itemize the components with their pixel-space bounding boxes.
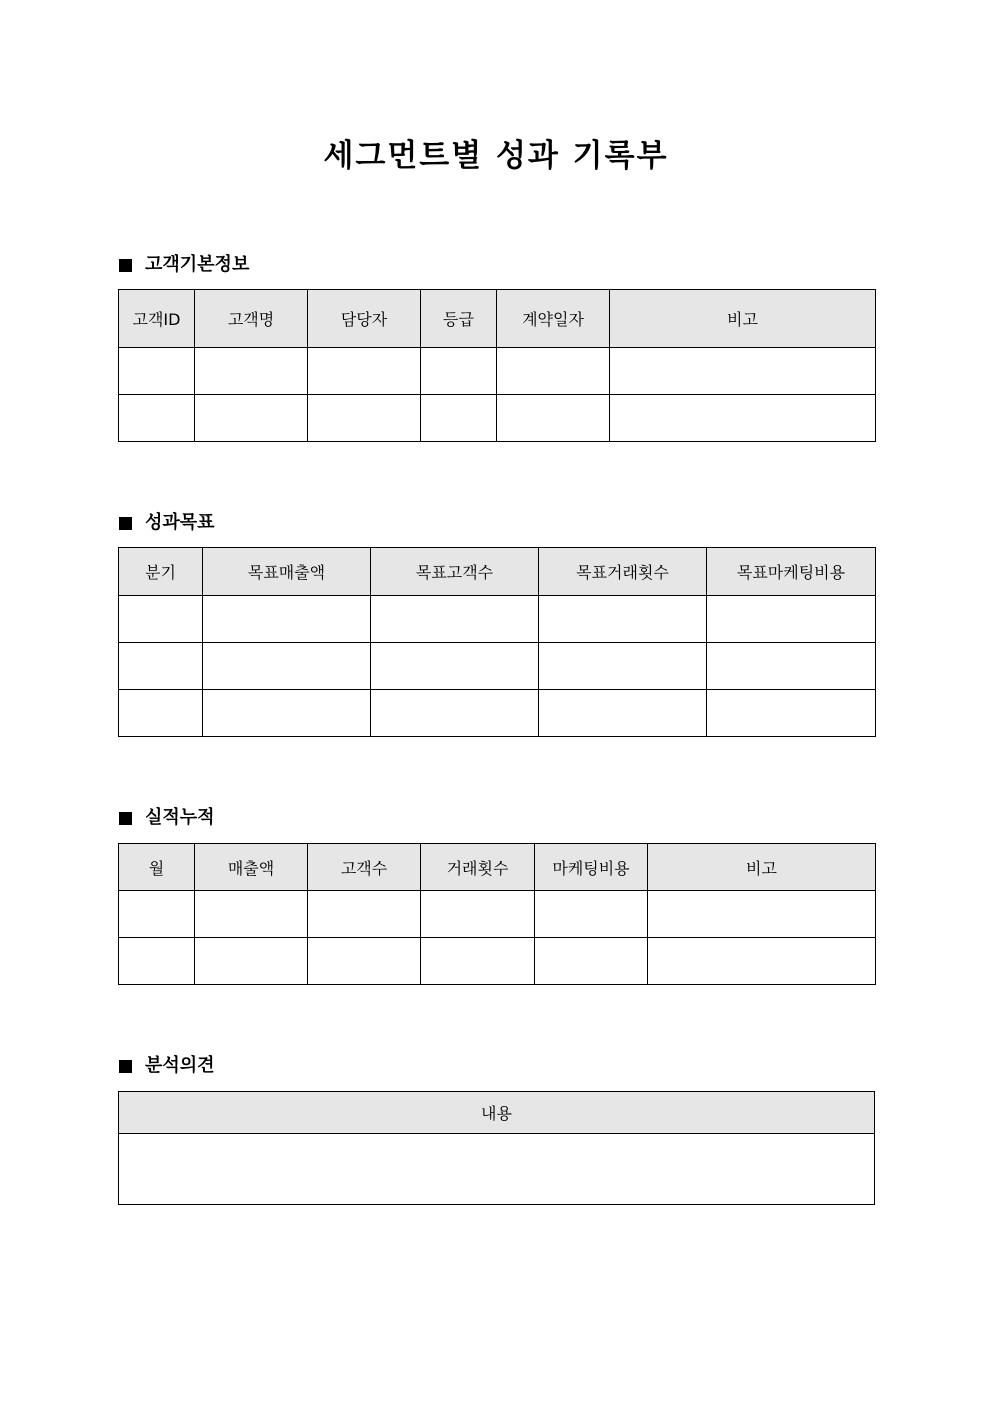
input-cell[interactable] (119, 643, 203, 690)
column-header-contract-date: 계약일자 (497, 290, 610, 348)
column-header-target-sales: 목표매출액 (203, 548, 371, 596)
table-row (119, 348, 876, 395)
document-title: 세그먼트별 성과 기록부 (323, 138, 669, 174)
input-cell[interactable] (203, 643, 371, 690)
table-header-row (119, 548, 876, 596)
column-header-remarks: 비고 (648, 844, 876, 891)
input-cell[interactable] (371, 643, 539, 690)
column-header-transactions: 거래횟수 (421, 844, 535, 891)
table-header-row (119, 844, 876, 891)
input-cell[interactable] (648, 891, 876, 938)
column-header-customer-id: 고객ID (119, 290, 195, 348)
input-cell[interactable] (535, 891, 648, 938)
input-cell[interactable] (707, 690, 876, 737)
input-cell[interactable] (371, 690, 539, 737)
column-header-grade: 등급 (421, 290, 497, 348)
input-cell[interactable] (195, 938, 308, 985)
section-heading-label: 실적누적 (145, 807, 215, 828)
column-header-manager: 담당자 (308, 290, 421, 348)
section-heading-label: 성과목표 (145, 512, 215, 533)
column-header-content: 내용 (119, 1092, 875, 1134)
table-row (119, 395, 876, 442)
performance-goals-table (118, 547, 876, 737)
analysis-opinion-table (118, 1091, 875, 1205)
input-cell[interactable] (308, 891, 421, 938)
input-cell[interactable] (203, 596, 371, 643)
table-row (119, 1134, 875, 1205)
column-header-quarter: 분기 (119, 548, 203, 596)
input-cell[interactable] (539, 596, 707, 643)
column-header-target-marketing-cost: 목표마케팅비용 (707, 548, 876, 596)
input-cell[interactable] (610, 348, 876, 395)
input-cell[interactable] (119, 690, 203, 737)
input-cell[interactable] (707, 643, 876, 690)
input-cell[interactable] (539, 643, 707, 690)
table-row (119, 643, 876, 690)
square-bullet-icon (119, 517, 132, 530)
input-cell[interactable] (195, 395, 308, 442)
customer-info-table (118, 289, 876, 442)
column-header-month: 월 (119, 844, 195, 891)
input-cell[interactable] (119, 596, 203, 643)
column-header-remarks: 비고 (610, 290, 876, 348)
table-header-row (119, 1092, 875, 1134)
column-header-customers: 고객수 (308, 844, 421, 891)
input-cell[interactable] (610, 395, 876, 442)
section-heading-analysis-opinion (119, 1053, 215, 1079)
input-cell[interactable] (421, 891, 535, 938)
input-cell[interactable] (119, 938, 195, 985)
input-cell[interactable] (535, 938, 648, 985)
input-cell[interactable] (497, 395, 610, 442)
input-cell[interactable] (308, 395, 421, 442)
table-row (119, 938, 876, 985)
input-cell[interactable] (195, 891, 308, 938)
square-bullet-icon (119, 1060, 132, 1073)
input-cell[interactable] (707, 596, 876, 643)
section-heading-label: 고객기본정보 (145, 254, 250, 275)
table-row (119, 891, 876, 938)
input-cell[interactable] (195, 348, 308, 395)
input-cell[interactable] (119, 891, 195, 938)
square-bullet-icon (119, 812, 132, 825)
column-header-sales: 매출액 (195, 844, 308, 891)
section-heading-customer-info (119, 252, 249, 278)
input-cell[interactable] (119, 395, 195, 442)
input-cell[interactable] (371, 596, 539, 643)
section-heading-actual-cumulative (119, 805, 215, 831)
input-cell[interactable] (539, 690, 707, 737)
input-cell[interactable] (421, 395, 497, 442)
input-cell[interactable] (203, 690, 371, 737)
input-cell[interactable] (119, 348, 195, 395)
section-heading-performance-goals (119, 510, 215, 536)
table-header-row (119, 290, 876, 348)
actual-cumulative-table (118, 843, 876, 985)
input-cell[interactable] (421, 348, 497, 395)
column-header-marketing-cost: 마케팅비용 (535, 844, 648, 891)
input-cell[interactable] (308, 938, 421, 985)
column-header-target-customers: 목표고객수 (371, 548, 539, 596)
input-cell[interactable] (421, 938, 535, 985)
table-row (119, 596, 876, 643)
table-row (119, 690, 876, 737)
opinion-text-area[interactable] (119, 1134, 875, 1205)
column-header-target-transactions: 목표거래횟수 (539, 548, 707, 596)
column-header-customer-name: 고객명 (195, 290, 308, 348)
input-cell[interactable] (308, 348, 421, 395)
input-cell[interactable] (497, 348, 610, 395)
section-heading-label: 분석의견 (145, 1055, 215, 1076)
square-bullet-icon (119, 259, 132, 272)
input-cell[interactable] (648, 938, 876, 985)
